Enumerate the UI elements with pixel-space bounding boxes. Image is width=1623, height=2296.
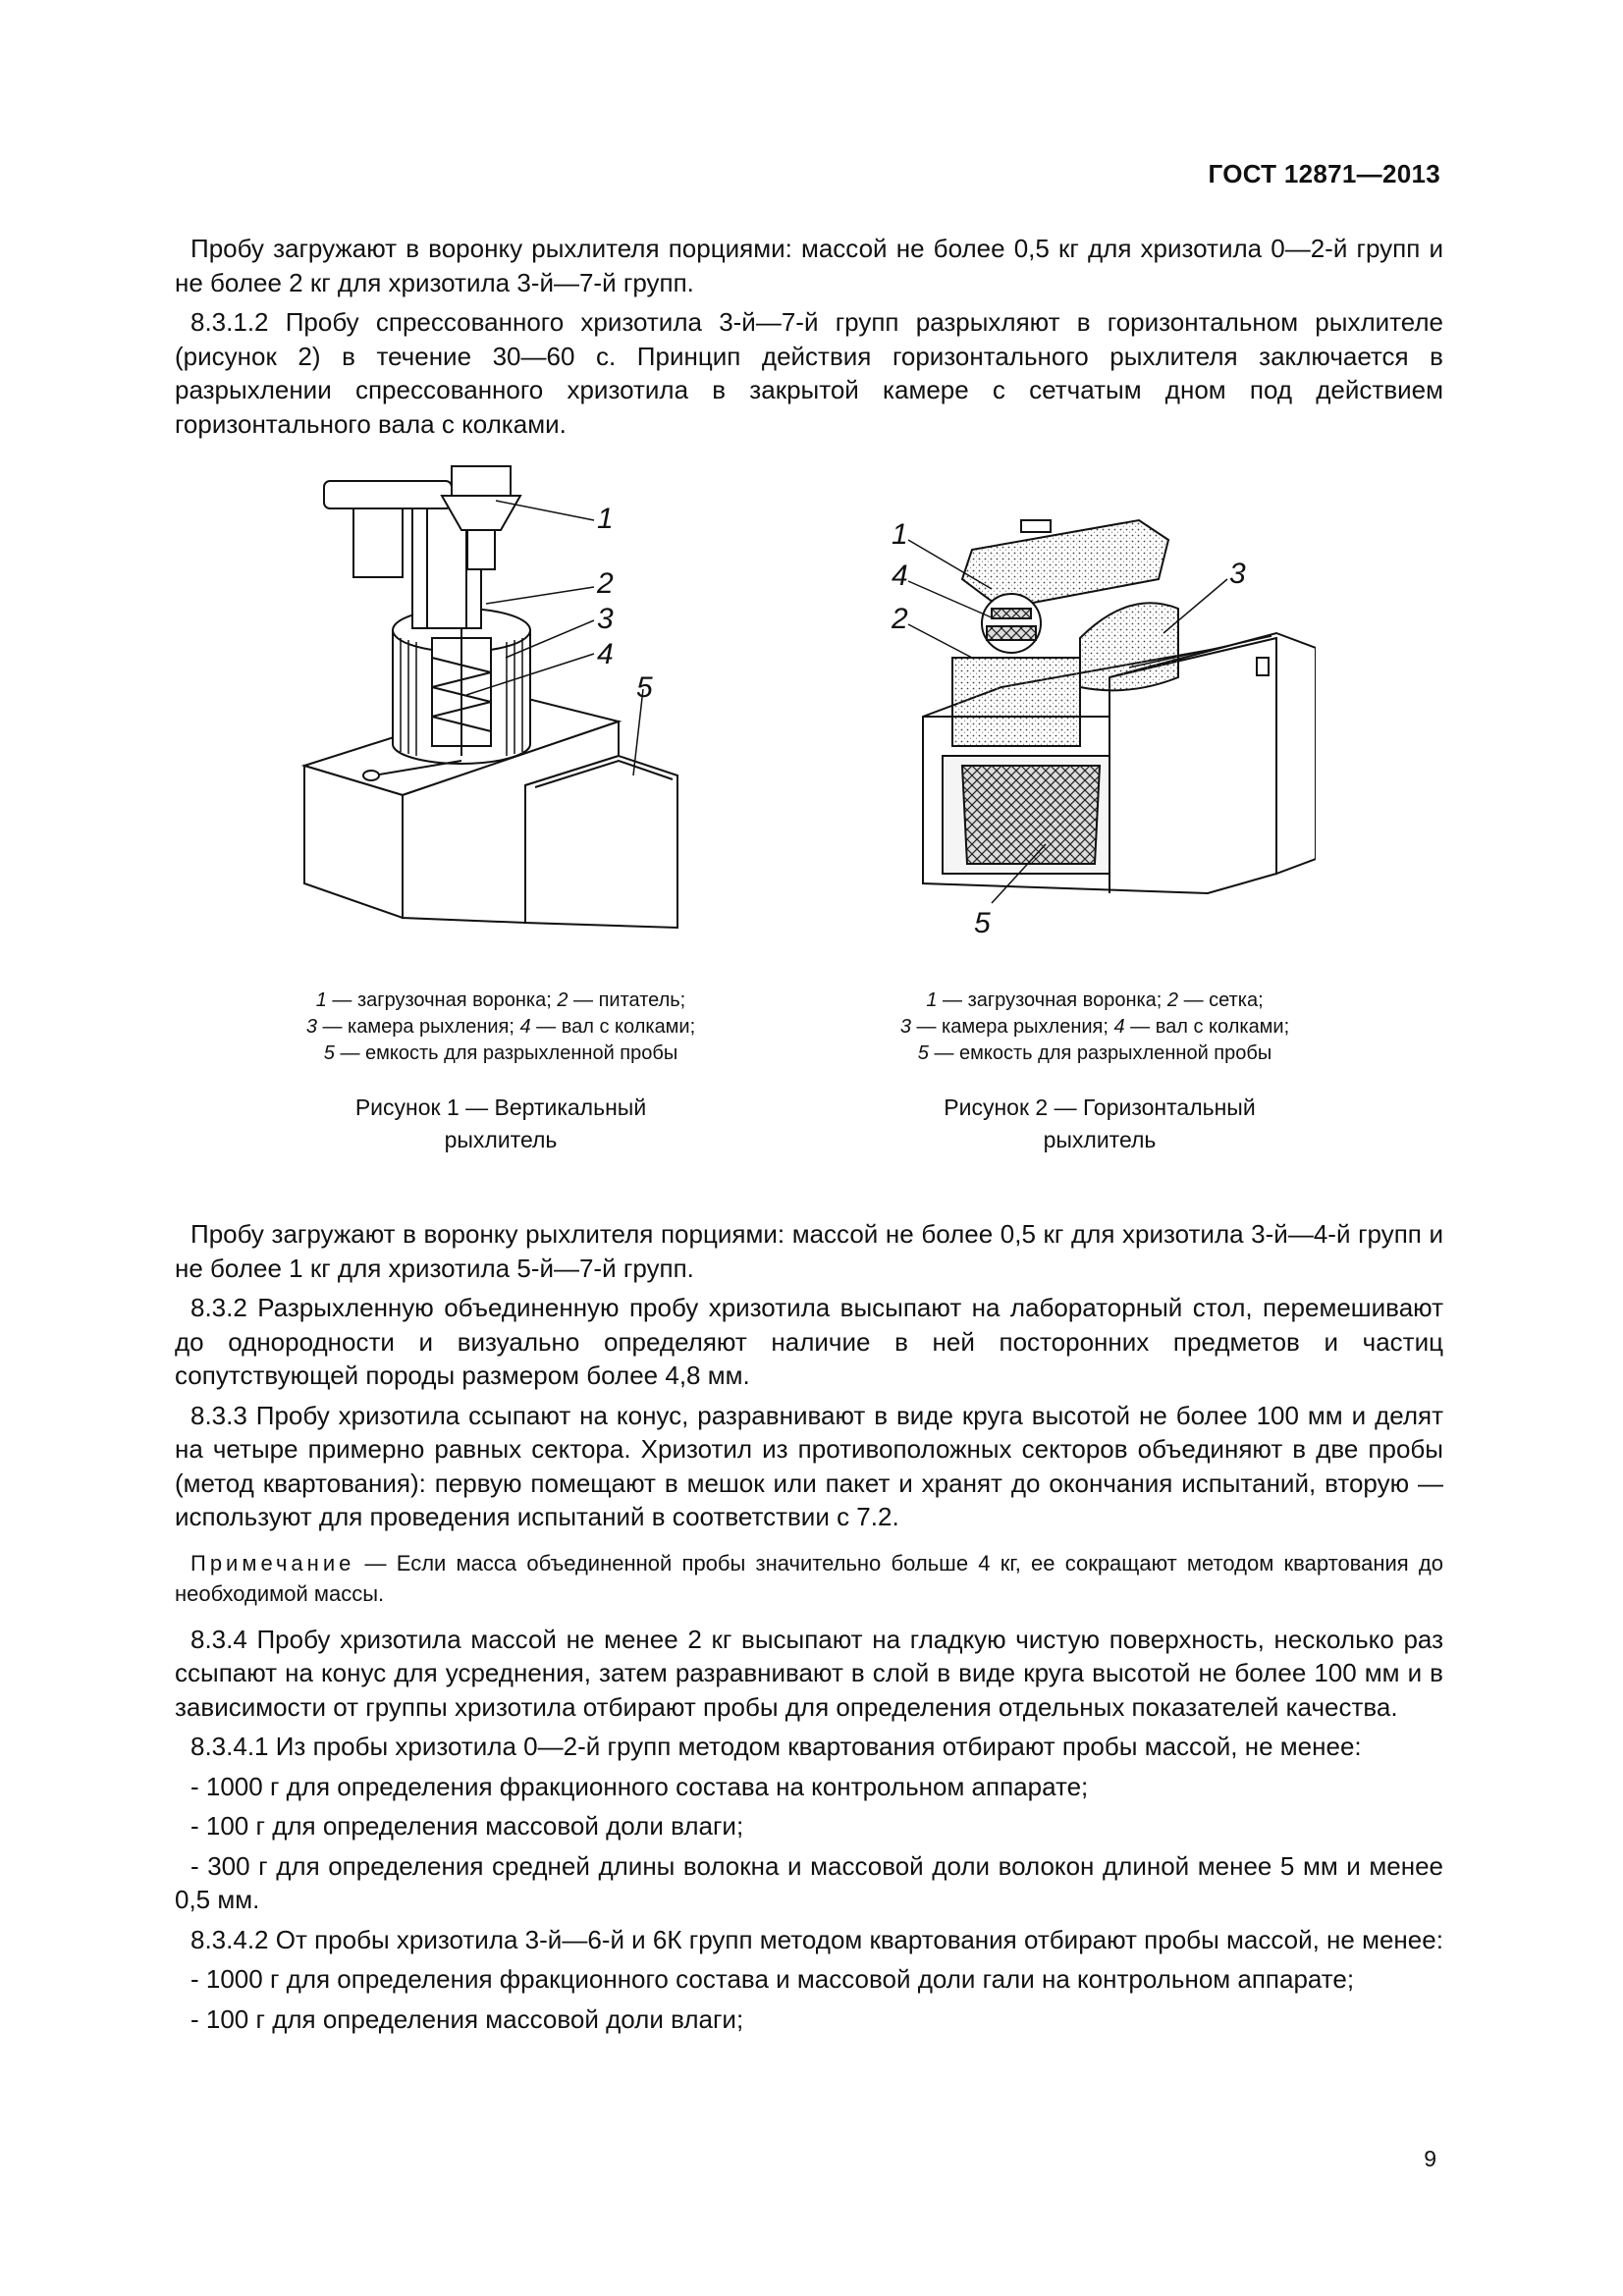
- paragraph-8-3-4: 8.3.4 Пробу хризотила массой не менее 2 кг высыпают на гладкую чистую поверхность, несколько раз ссыпают на конус для усреднения, затем разравнивают в слой в виде круга высотой не более 100 мм и в зависимости от группы хризотила отбирают пробы для определения отдельных показателей качества.: [175, 1624, 1443, 1722]
- fig1-callout-3: 3: [597, 603, 614, 635]
- list-item-1000g-fraction: - 1000 г для определения фракционного состава на контрольном аппарате;: [190, 1771, 1089, 1801]
- fig2-legend-line-1: 1 — загрузочная воронка; 2 — сетка;: [926, 989, 1264, 1011]
- figure-2-legend: [854, 988, 1335, 1067]
- note-label: Примечание: [190, 1550, 355, 1575]
- figure-1-vertical-loosener-drawing: [295, 461, 707, 952]
- fig2-legend-line-3: 5 — емкость для разрыхленной пробы: [917, 1042, 1272, 1064]
- list-item-1000g-fraction-gal: - 1000 г для определения фракционного состава и массовой доли гали на контрольном аппарате;: [190, 1964, 1355, 1994]
- fig2-legend-line-2: 3 — камера рыхления; 4 — вал с колками;: [899, 1016, 1290, 1038]
- list-item-100g-moisture-2: - 100 г для определения массовой доли влаги;: [190, 2003, 744, 2034]
- document-code-header: ГОСТ 12871—2013: [1208, 159, 1440, 188]
- paragraph-8-3-1-2: 8.3.1.2 Пробу спрессованного хризотила 3-й—7-й групп разрыхляют в горизонтальном рыхлителе (рисунок 2) в течение 30—60 с. Принцип действия горизонтального рыхлителя заключается в разрыхлении спрессованного хризотила в закрытой камере с сетчатым дном под действием горизонтального вала с колками.: [175, 307, 1443, 439]
- figure-1-legend: [275, 988, 727, 1067]
- list-item-300g-fiber-length: - 300 г для определения средней длины волокна и массовой доли волокон длиной менее 5 мм и менее 0,5 мм.: [175, 1850, 1443, 1914]
- fig2-callout-3: 3: [1229, 558, 1246, 590]
- fig1-callout-5: 5: [636, 671, 653, 704]
- figure-2-caption: Рисунок 2 — Горизонтальный рыхлитель: [944, 1095, 1256, 1152]
- paragraph-8-3-3: 8.3.3 Пробу хризотила ссыпают на конус, разравнивают в виде круга высотой не более 100 мм и делят на четыре примерно равных сектора. Хризотил из противоположных секторов объединяют в две пробы (метод квартования): первую помещают в мешок или пакет и хранят до окончания испытаний, вторую — используют для проведения испытаний в соответствии с 7.2.: [175, 1400, 1443, 1531]
- fig1-callout-1: 1: [597, 503, 614, 535]
- fig1-legend-line-1: 1 — загрузочная воронка; 2 — питатель;: [315, 989, 686, 1011]
- note-paragraph: [175, 1548, 1443, 1609]
- paragraph-8-3-4-1: 8.3.4.1 Из пробы хризотила 0—2-й групп методом квартования отбирают пробы массой, не менее:: [190, 1732, 1362, 1761]
- top-text-block: [175, 232, 1443, 441]
- figure-1-caption: Рисунок 1 — Вертикальный рыхлитель: [354, 1095, 647, 1152]
- fig1-callout-4: 4: [597, 638, 614, 670]
- paragraph-8-3-2: 8.3.2 Разрыхленную объединенную пробу хризотила высыпают на лабораторный стол, перемешивают до однородности и визуально определяют наличие в ней посторонних предметов и частиц сопутствующей породы размером более 4,8 мм.: [175, 1293, 1443, 1390]
- fig2-callout-4: 4: [892, 560, 908, 592]
- fig2-callout-2: 2: [892, 603, 908, 635]
- fig2-callout-1: 1: [892, 518, 908, 551]
- page-number: 9: [1424, 2146, 1436, 2171]
- paragraph-8-3-4-2: 8.3.4.2 От пробы хризотила 3-й—6-й и 6К групп методом квартования отбирают пробы массой, не менее:: [190, 1924, 1443, 1954]
- fig1-legend-line-3: 5 — емкость для разрыхленной пробы: [323, 1042, 678, 1064]
- fig2-callout-5: 5: [974, 907, 991, 939]
- paragraph-sample-loading-1: Пробу загружают в воронку рыхлителя порциями: массой не более 0,5 кг для хризотила 0—2-й групп и не более 2 кг для хризотила 3-й—7-й групп.: [175, 234, 1443, 297]
- fig1-legend-line-2: 3 — камера рыхления; 4 — вал с колками;: [305, 1016, 696, 1038]
- note-text: — Если масса объединенной пробы значительно больше 4 кг, ее сокращают методом квартования до необходимой массы.: [175, 1550, 1443, 1606]
- paragraph-sample-loading-2: Пробу загружают в воронку рыхлителя порциями: массой не более 0,5 кг для хризотила 3-й—4-й групп и не более 1 кг для хризотила 5-й—7-й групп.: [175, 1219, 1443, 1283]
- list-item-100g-moisture: - 100 г для определения массовой доли влаги;: [190, 1811, 744, 1841]
- figure-2-horizontal-loosener-drawing: [884, 510, 1316, 962]
- fig1-callout-2: 2: [597, 567, 614, 600]
- bottom-text-block: [175, 1217, 1443, 2036]
